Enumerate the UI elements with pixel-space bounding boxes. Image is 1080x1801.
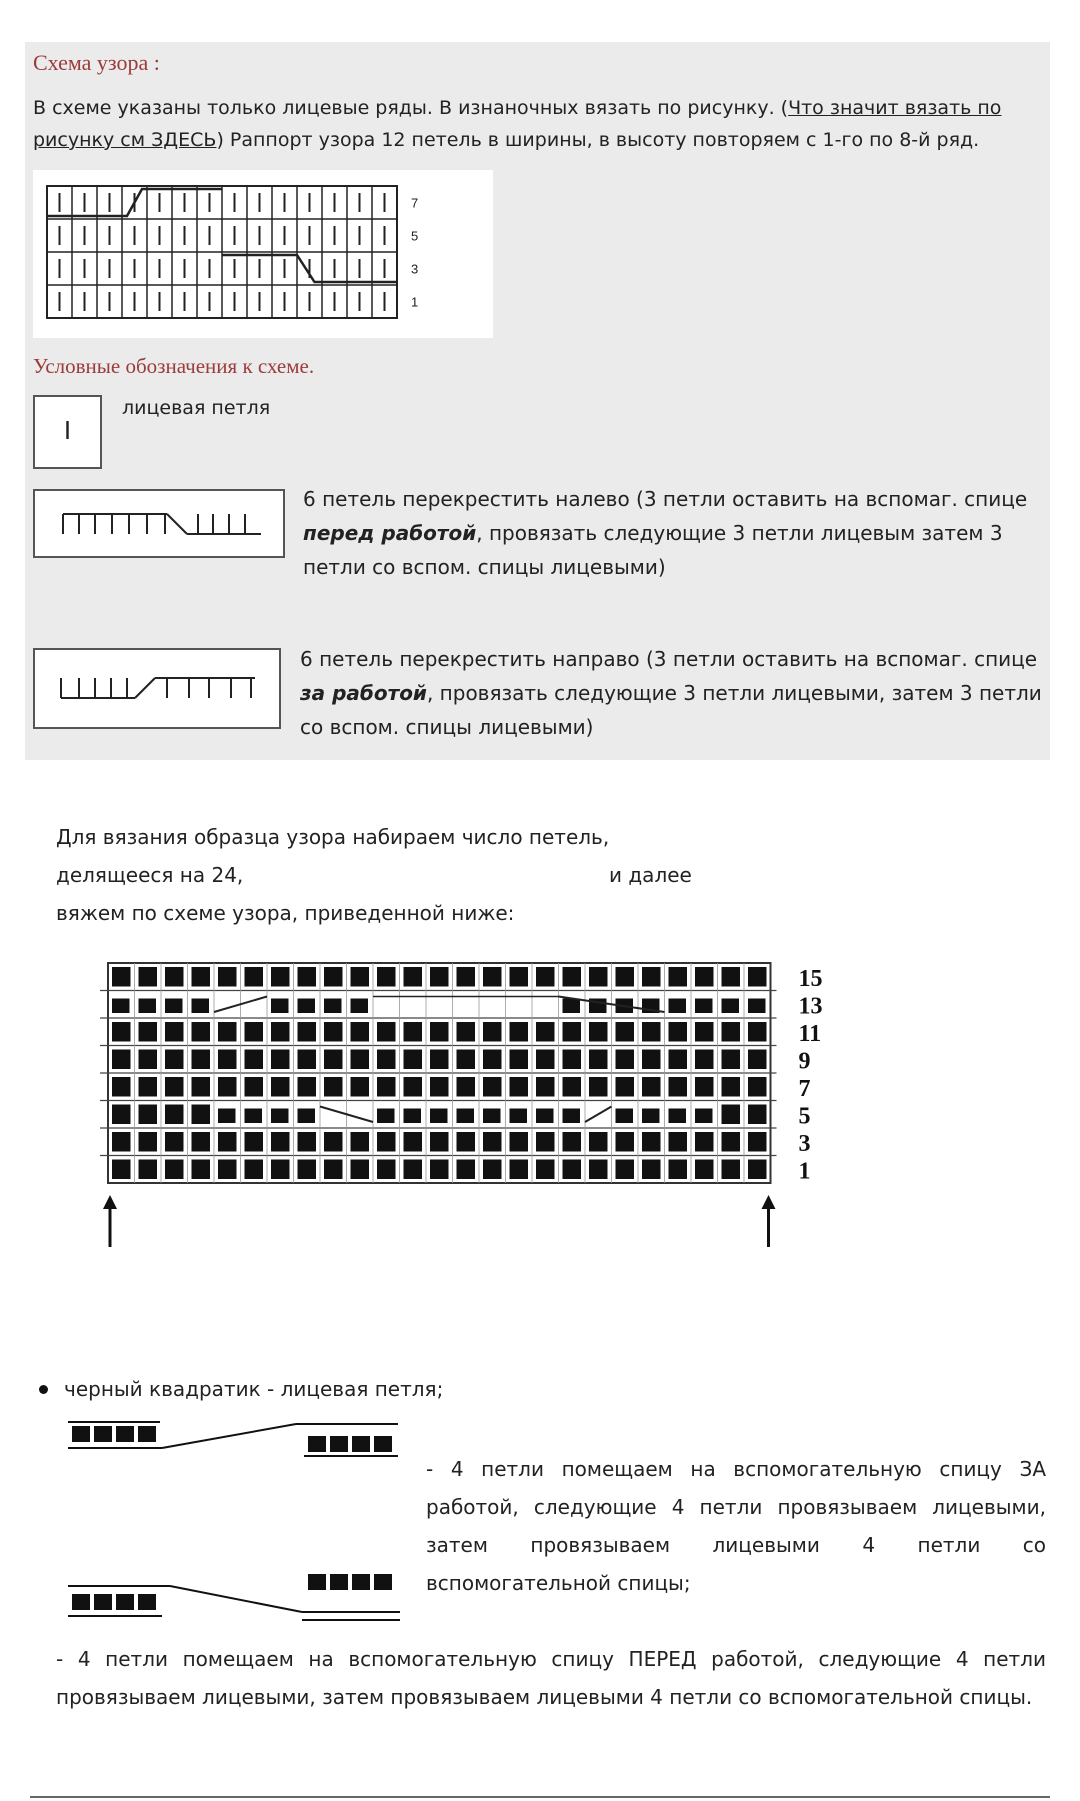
knit-square [245, 1050, 264, 1070]
knit-square [748, 1105, 767, 1125]
knit-square [271, 1077, 290, 1097]
knit-square [589, 967, 608, 987]
knit-square [112, 1105, 131, 1125]
knit-square [245, 1160, 264, 1180]
knit-square [192, 1050, 211, 1070]
knit-square [642, 967, 661, 987]
knit-square [510, 1050, 529, 1070]
knit-square [271, 999, 289, 1014]
row-number: 11 [798, 1020, 822, 1047]
knit-square [457, 1160, 476, 1180]
knit-square [324, 999, 342, 1014]
knit-square [139, 1160, 158, 1180]
bottom-divider [30, 1796, 1050, 1798]
knit-square [245, 967, 264, 987]
cross-left-icon [35, 491, 283, 556]
knit-square [748, 967, 767, 987]
knit-square [563, 1160, 582, 1180]
knit-square [377, 1160, 396, 1180]
knit-square [510, 1132, 529, 1152]
cross-left-text: 6 петель перекрестить налево (3 петли оставить на вспомаг. спице перед работой, провязать следующие 3 петли лицевым затем 3 петли со вспом. спицы лицевыми) [303, 487, 1028, 579]
knit-square [430, 1022, 449, 1042]
row-number: 13 [798, 993, 823, 1020]
knit-square [351, 1132, 370, 1152]
knit-square [457, 967, 476, 987]
knit-square [298, 1160, 317, 1180]
knit-square [722, 999, 740, 1014]
knit-square [165, 1160, 184, 1180]
knit-square [139, 1050, 158, 1070]
knit-square [298, 999, 316, 1014]
knit-stitch-symbol: I [33, 395, 102, 469]
knit-square [112, 1022, 131, 1042]
knit-square [324, 1160, 343, 1180]
knit-square [351, 1160, 370, 1180]
knit-square [695, 1160, 714, 1180]
knit-square [695, 1050, 714, 1070]
knit-square [245, 1132, 264, 1152]
arrow-up-icon [103, 1195, 117, 1209]
sample-intro-line2: делящееся на 24, [56, 863, 244, 887]
knit-square [112, 1132, 131, 1152]
knit-square [192, 999, 210, 1014]
knit-square [430, 967, 449, 987]
knit-square [483, 1077, 502, 1097]
row-number: 9 [798, 1048, 811, 1075]
knit-square [430, 1132, 449, 1152]
knit-square [112, 967, 131, 987]
knit-square [563, 1132, 582, 1152]
pattern-intro: В схеме указаны только лицевые ряды. В изнаночных вязать по рисунку. (Что значит вязать по рисунку см ЗДЕСЬ) Раппорт узора 12 петель в ширины, в высоту повторяем с 1-го по 8-й ряд. [33, 97, 1002, 151]
knit-square [430, 1077, 449, 1097]
knit-square [616, 1022, 635, 1042]
knit-square [695, 1077, 714, 1097]
knit-square [218, 1022, 237, 1042]
knit-square [377, 1050, 396, 1070]
knit-square [218, 1050, 237, 1070]
knit-square [616, 1109, 634, 1124]
knit-square [377, 1077, 396, 1097]
knit-square [669, 967, 688, 987]
knit-square [351, 999, 369, 1014]
knit-square [695, 1132, 714, 1152]
knit-square [165, 1105, 184, 1125]
knit-square [536, 1132, 555, 1152]
knit-square [430, 1109, 448, 1124]
knit-square [218, 1160, 237, 1180]
knit-square [298, 1022, 317, 1042]
knit-square [589, 1077, 608, 1097]
row-number: 5 [411, 228, 419, 244]
knit-square [271, 1132, 290, 1152]
knit-square [324, 967, 343, 987]
knit-square [563, 1050, 582, 1070]
knit-square [510, 1022, 529, 1042]
knit-square [404, 1077, 423, 1097]
knit-square [165, 1077, 184, 1097]
sample-intro-line1: Для вязания образца узора набираем число петель, [56, 825, 610, 849]
knit-square [616, 967, 635, 987]
knit-square [748, 1077, 767, 1097]
knit-square [377, 967, 396, 987]
knit-square [748, 1050, 767, 1070]
knit-square [536, 967, 555, 987]
knit-square [536, 1160, 555, 1180]
knit-square [589, 1022, 608, 1042]
knit-square [245, 1077, 264, 1097]
legend-title: Условные обозначения к схеме. [33, 354, 315, 378]
knit-square [616, 1132, 635, 1152]
knit-square [192, 967, 211, 987]
knit-square [722, 1160, 741, 1180]
knit-square [457, 1109, 475, 1124]
knit-square [324, 1050, 343, 1070]
row-number: 15 [798, 965, 823, 992]
knit-square [271, 1109, 289, 1124]
knit-square [165, 1022, 184, 1042]
knit-square [245, 1109, 263, 1124]
row-number: 3 [798, 1130, 811, 1157]
knit-square [616, 1050, 635, 1070]
knit-square [457, 1022, 476, 1042]
knit-square [404, 1050, 423, 1070]
knit-square [510, 1160, 529, 1180]
knit-square [589, 1160, 608, 1180]
knit-square [112, 1160, 131, 1180]
knit-square [563, 967, 582, 987]
knit-square [642, 1050, 661, 1070]
row-number: 7 [411, 195, 419, 211]
knit-square [192, 1077, 211, 1097]
knit-square [589, 1132, 608, 1152]
knit-square [642, 1132, 661, 1152]
knit-square [218, 1077, 237, 1097]
knit-square [510, 967, 529, 987]
knit-square [563, 999, 581, 1014]
knit-square [669, 1160, 688, 1180]
knit-square [536, 1109, 554, 1124]
knit-square [165, 967, 184, 987]
knit-square [351, 967, 370, 987]
knit-square [695, 1022, 714, 1042]
knit-square [192, 1160, 211, 1180]
knit-square [192, 1105, 211, 1125]
knit-square [351, 1050, 370, 1070]
row-number: 3 [411, 261, 419, 277]
knit-square [298, 1077, 317, 1097]
knit-square [271, 1050, 290, 1070]
knit-square [695, 999, 713, 1014]
sample-intro-line3: вяжем по схеме узора, приведенной ниже: [56, 901, 515, 925]
arrow-up-icon [762, 1195, 776, 1209]
knit-square [192, 1132, 211, 1152]
knit-square [483, 1132, 502, 1152]
knit-square [563, 1109, 581, 1124]
knit-square [642, 1109, 660, 1124]
knit-square [218, 1132, 237, 1152]
small-chart [33, 170, 493, 338]
knit-square [669, 999, 687, 1014]
knit-square [642, 1022, 661, 1042]
bullet-dot [39, 1385, 48, 1394]
knit-square [695, 1109, 713, 1124]
knit-square [748, 1022, 767, 1042]
cross-right-text: 6 петель перекрестить направо (3 петли оставить на вспомаг. спице за работой, провязать следующие 3 петли лицевыми, затем 3 петли со вспом. спицы лицевыми) [300, 647, 1042, 739]
knit-square [536, 1077, 555, 1097]
knit-square [722, 1022, 741, 1042]
knit-square [404, 1160, 423, 1180]
knit-square [722, 1132, 741, 1152]
row-number: 5 [798, 1103, 811, 1130]
knit-square [748, 1132, 767, 1152]
knit-square [642, 1077, 661, 1097]
knit-square [404, 967, 423, 987]
knit-square [616, 1160, 635, 1180]
knit-square [165, 1050, 184, 1070]
cross-front-text: - 4 петли помещаем на вспомогательную спицу ПЕРЕД работой, следующие 4 петли провязываем лицевыми, затем провязываем лицевыми 4 петли со вспомогательной спицы. [56, 1647, 1046, 1709]
cross-right-symbol [33, 648, 281, 729]
knit-square [483, 1022, 502, 1042]
knit-square [112, 1077, 131, 1097]
knit-square [112, 999, 130, 1014]
knit-square [563, 1077, 582, 1097]
knit-square [563, 1022, 582, 1042]
knit-square [324, 1132, 343, 1152]
big-chart [80, 955, 1020, 1285]
cross-left-symbol [33, 489, 285, 558]
knit-square [271, 1160, 290, 1180]
knit-square [669, 1022, 688, 1042]
knit-square [457, 1077, 476, 1097]
knit-square [457, 1132, 476, 1152]
legend-knit-text: лицевая петля [122, 397, 271, 419]
knit-square [669, 1132, 688, 1152]
knit-square [139, 1022, 158, 1042]
knit-square [722, 1077, 741, 1097]
knit-square [298, 1109, 316, 1124]
knit-square [669, 1109, 687, 1124]
knit-square [218, 967, 237, 987]
knit-square [616, 1077, 635, 1097]
knit-square [165, 1132, 184, 1152]
knit-square [271, 1022, 290, 1042]
knit-square [695, 967, 714, 987]
row-number: 1 [411, 294, 419, 310]
knit-square [271, 967, 290, 987]
knit-square [139, 967, 158, 987]
cross-front-icon [66, 1560, 426, 1624]
knit-square [298, 967, 317, 987]
knit-square [430, 1160, 449, 1180]
sample-intro-line2-end: и далее [609, 863, 692, 887]
legend-black-text: черный квадратик - лицевая петля; [64, 1377, 444, 1401]
knit-square [722, 1105, 741, 1125]
knit-square [483, 1050, 502, 1070]
knit-square [218, 1109, 236, 1124]
small-chart-grid [33, 170, 493, 338]
knit-square [722, 1050, 741, 1070]
knit-square [139, 1132, 158, 1152]
knit-square [139, 999, 157, 1014]
knit-square [139, 1077, 158, 1097]
knit-square [669, 1077, 688, 1097]
cross-right-icon [35, 650, 279, 727]
knit-square [351, 1077, 370, 1097]
row-number: 1 [798, 1158, 811, 1185]
knit-square [404, 1132, 423, 1152]
knit-square [483, 1109, 501, 1124]
knit-square [722, 967, 741, 987]
knit-square [483, 1160, 502, 1180]
knit-square [245, 1022, 264, 1042]
knit-square [536, 1022, 555, 1042]
knit-square [377, 1132, 396, 1152]
cross-back-text: - 4 петли помещаем на вспомогательную спицу ЗА работой, следующие 4 петли провязываем лицевыми, затем провязываем лицевыми 4 петли со вспомогательной спицы; [426, 1457, 1046, 1595]
knit-square [510, 1077, 529, 1097]
knit-square [404, 1109, 422, 1124]
knit-square [748, 1160, 767, 1180]
knit-square [377, 1022, 396, 1042]
knit-square [139, 1105, 158, 1125]
instructions-link[interactable]: Что значит вязать по рисунку см ЗДЕСЬ [33, 97, 1002, 151]
knit-square [324, 1077, 343, 1097]
knit-square [351, 1022, 370, 1042]
knit-square [377, 1109, 395, 1124]
knit-square [324, 1022, 343, 1042]
pattern-title: Схема узора : [33, 50, 160, 75]
knit-square [112, 1050, 131, 1070]
knit-square [165, 999, 183, 1014]
knit-square [536, 1050, 555, 1070]
knit-square [404, 1022, 423, 1042]
knit-square [192, 1022, 211, 1042]
knit-square [298, 1050, 317, 1070]
knit-square [430, 1050, 449, 1070]
knit-square [589, 1050, 608, 1070]
knit-square [642, 1160, 661, 1180]
knit-square [669, 1050, 688, 1070]
knit-square [298, 1132, 317, 1152]
knit-square [510, 1109, 528, 1124]
knit-square [457, 1050, 476, 1070]
knit-square [483, 967, 502, 987]
knit-square [748, 999, 766, 1014]
row-number: 7 [798, 1075, 811, 1102]
